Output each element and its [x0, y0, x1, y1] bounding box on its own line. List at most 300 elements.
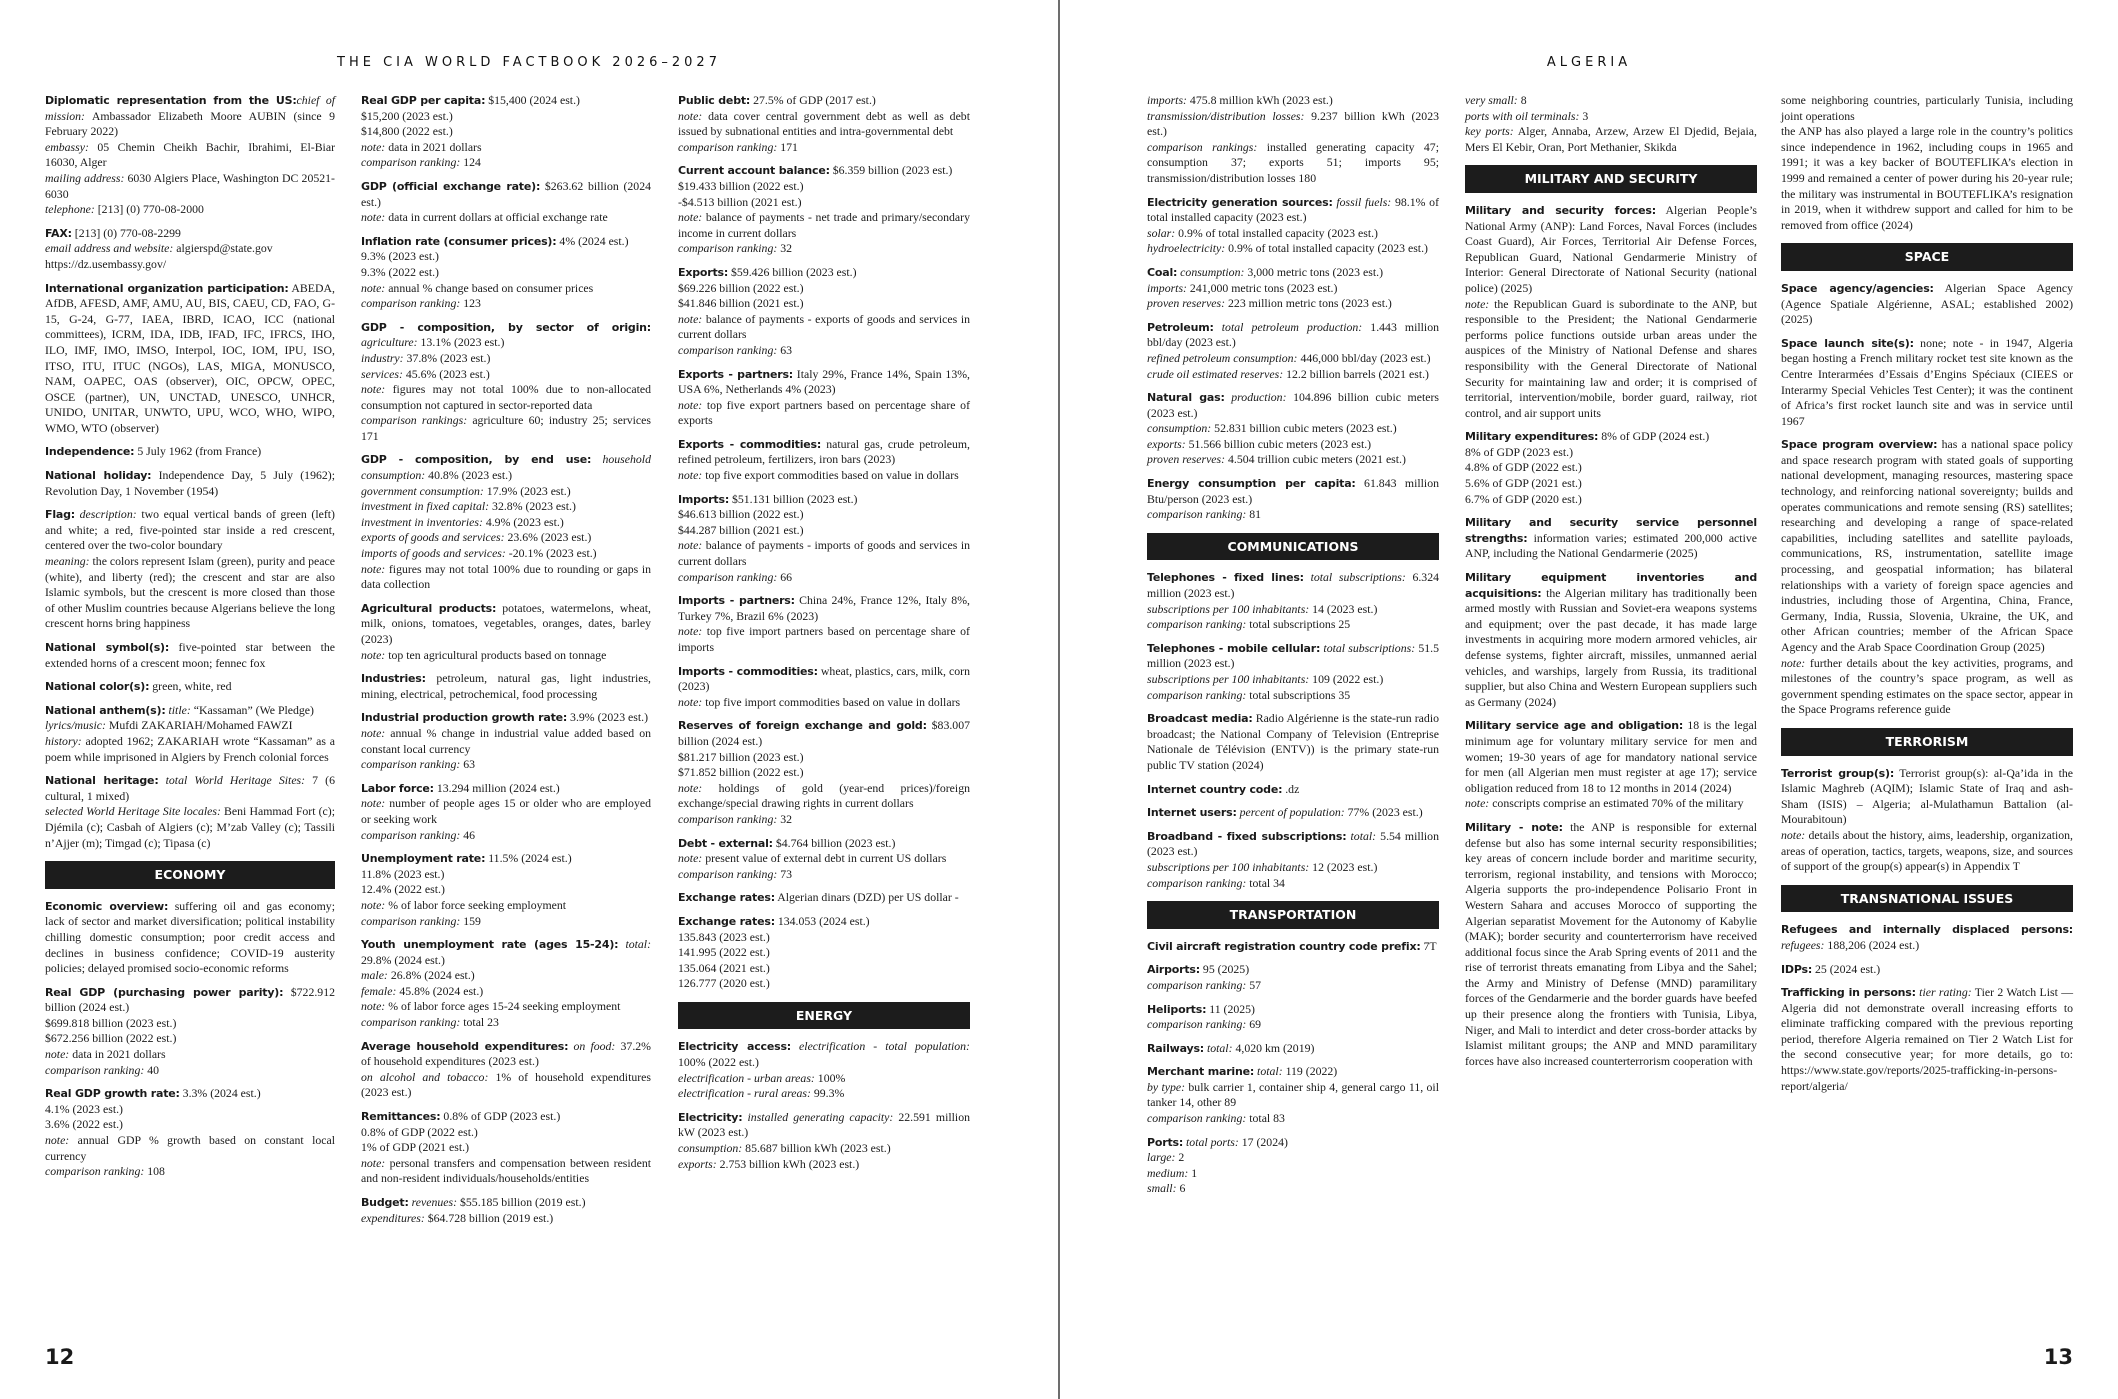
field-entry-telephones-mobile-cellular [1147, 641, 1439, 703]
field-value: $6.359 billion (2023 est.) [829, 163, 953, 178]
field-label: Internet country code: [1147, 782, 1283, 796]
field-line [1147, 351, 1439, 367]
field-value: 4.504 trillion cubic meters (2021 est.) [1225, 452, 1406, 467]
field-line [45, 171, 335, 202]
field-entry-national-color-s [45, 679, 335, 695]
field-entry-electricity [678, 1110, 970, 1172]
field-line [361, 1125, 651, 1141]
field-line [361, 367, 651, 383]
field-entry-current-account-balance [678, 163, 970, 257]
field-line [678, 570, 970, 586]
field-value: 25 (2024 est.) [1812, 961, 1881, 976]
subfield-label: comparison ranking: [678, 139, 778, 154]
field-line [45, 1016, 335, 1032]
field-line [361, 984, 651, 1000]
field-line [1147, 672, 1439, 688]
subfield-label: total: [618, 937, 651, 952]
field-value: 51.5 million (2023 est.) [1147, 640, 1439, 671]
field-label: Military and security service personnel strengths: [1465, 516, 1757, 545]
field-value: 52.831 billion cubic meters (2023 est.) [1211, 421, 1397, 436]
field-value: data in 2021 dollars [69, 1047, 166, 1062]
field-value: $69.226 billion (2022 est.) [678, 280, 804, 295]
subfield-label: comparison ranking: [1147, 977, 1247, 992]
subfield-label: tier rating: [1915, 985, 1972, 1000]
field-line [45, 734, 335, 765]
field-value: 7 (6 cultural, 1 mixed) [45, 773, 335, 803]
subfield-label: note: [678, 397, 703, 412]
field-label: Exports - commodities: [678, 437, 822, 451]
field-value: 13.1% (2023 est.) [417, 335, 505, 350]
field-label: Economic overview: [45, 899, 169, 913]
field-value: 108 [144, 1164, 165, 1179]
field-line [678, 867, 970, 883]
field-value: balance of payments - exports of goods and services in current dollars [678, 311, 970, 342]
field-line [45, 241, 335, 257]
field-label: Petroleum: [1147, 320, 1214, 334]
section-header-transportation: TRANSPORTATION [1147, 901, 1439, 929]
subfield-label: comparison ranking: [1147, 1111, 1247, 1126]
field-value: details about the history, aims, leadership, organization, areas of operation, tactics, targets, weapons, size, and sources of support of the group(s) appear(s) in Appendix T [1781, 827, 2073, 874]
field-value: balance of payments - net trade and primary/secondary income in current dollars [678, 210, 970, 240]
field-label: Real GDP per capita: [361, 94, 486, 107]
field-line [1147, 109, 1439, 140]
subfield-label: note: [361, 725, 386, 740]
field-line [1147, 602, 1439, 618]
field-label: Merchant marine: [1147, 1065, 1255, 1079]
field-label: International organization participation: [45, 281, 289, 295]
field-value: 188,206 (2024 est.) [1824, 937, 1920, 952]
subfield-label: note: [678, 210, 703, 225]
field-label: Refugees and internally displaced persons: [1781, 923, 2073, 937]
field-line [45, 718, 335, 734]
field-line [678, 624, 970, 655]
field-entry-industrial-production-growth-rate [361, 710, 651, 772]
subfield-label: email address and website: [45, 241, 174, 256]
field-label: Electricity generation sources: [1147, 195, 1333, 209]
field-label: Budget: [361, 1196, 409, 1209]
field-entry-trafficking-in-persons [1781, 985, 2073, 1094]
field-label: Trafficking in persons: [1781, 986, 1916, 1000]
field-label: Telephones - mobile cellular: [1147, 641, 1321, 655]
field-entry-broadband-fixed-subscriptions [1147, 829, 1439, 891]
field-value: Tier 2 Watch List — Algeria did not demonstrate overall increasing efforts to eliminate trafficking compared with the previous reporting period, therefore Algeria remained on Tier 2 Watch List for the second consecutive year; for more details, go to: https://www.state.gov/reports/2025-trafficking-in-persons-report/algeria/ [1781, 985, 2073, 1093]
field-entry-real-gdp-purchasing-power-parity [45, 985, 335, 1079]
field-value: 3.6% (2022 est.) [45, 1117, 123, 1132]
field-line [361, 546, 651, 562]
field-line [361, 296, 651, 312]
field-entry-exports-partners [678, 367, 970, 429]
field-value: 0.8% of GDP (2022 est.) [361, 1124, 478, 1139]
field-entry-gdp-official-exchange-rate [361, 179, 651, 226]
field-value: 4% (2024 est.) [556, 233, 629, 248]
section-header-transnational-issues: TRANSNATIONAL ISSUES [1781, 885, 2073, 913]
field-value: 77% (2023 est.) [1344, 805, 1423, 820]
field-value: $722.912 billion (2024 est.) [45, 984, 336, 1015]
field-entry-military-and-security-forces [1465, 203, 1757, 421]
field-line [678, 179, 970, 195]
subfield-label: note: [361, 999, 386, 1014]
field-entry-gdp-composition-by-end-use [361, 452, 651, 592]
field-label: National anthem(s): [45, 703, 166, 717]
field-label: Military expenditures: [1465, 430, 1599, 444]
field-value: the colors represent Islam (green), purity and peace (white), and liberty (red); the crescent and star are also Islamic symbols, but the crescent is more closed than those of other Muslim countries because Algerians believe the long crescent horns bring happiness [45, 554, 335, 631]
field-label: Broadband - fixed subscriptions: [1147, 829, 1347, 843]
field-value: bulk carrier 1, container ship 4, general cargo 11, oil tanker 14, other 89 [1147, 1079, 1439, 1110]
field-line [361, 726, 651, 757]
field-label: Real GDP growth rate: [45, 1087, 180, 1101]
field-value: $44.287 billion (2021 est.) [678, 522, 804, 537]
field-value: adopted 1962; ZAKARIAH wrote “Kassaman” as a poem while imprisoned in Algiers by French colonial forces [45, 733, 335, 764]
field-value: total 23 [460, 1015, 499, 1030]
field-value: further details about the key activities, programs, and milestones of the country’s space program, as well as government spending estimates on the space sector, appear in the Space Programs reference guide [1781, 655, 2073, 717]
field-value: 29.8% (2024 est.) [361, 952, 445, 967]
field-value: none; note - in 1947, Algeria began hosting a French military rocket test site known as the Centre Interarmées d’Essais d’Engins Spéciaux (CIEES or Interarmy Special Vehicles Test Center); it was the continent of Africa’s first rocket launch site and was in service until 1967 [1781, 335, 2073, 428]
field-line [678, 523, 970, 539]
subfield-label: note: [45, 1133, 70, 1148]
field-entry-continued [1465, 93, 1757, 155]
field-line [45, 140, 335, 171]
field-value: $15,200 (2023 est.) [361, 108, 453, 123]
field-entry-civil-aircraft-registration-country-code-prefix [1147, 939, 1439, 955]
field-value: installed generating capacity 47; consumption 37; exports 51; imports 95; transmission/distribution losses 180 [1147, 139, 1439, 185]
field-label: Debt - external: [678, 836, 773, 850]
subfield-label: male: [361, 968, 388, 983]
field-value: 99.3% [810, 1086, 845, 1101]
field-line [678, 312, 970, 343]
field-line [678, 812, 970, 828]
field-entry-coal [1147, 265, 1439, 312]
field-entry-exports-commodities [678, 437, 970, 484]
subfield-label: total petroleum production: [1213, 319, 1363, 334]
field-value: annual GDP % growth based on constant local currency [45, 1133, 335, 1163]
field-value: $14,800 (2022 est.) [361, 124, 453, 139]
field-value: 446,000 bbl/day (2023 est.) [1297, 350, 1431, 365]
field-label: Coal: [1147, 265, 1178, 279]
field-value: total subscriptions 25 [1246, 617, 1351, 632]
subfield-label: total: [1346, 828, 1377, 843]
field-value: 27.5% of GDP (2017 est.) [750, 93, 876, 107]
field-value: 12.4% (2022 est.) [361, 882, 445, 897]
field-value: balance of payments - imports of goods and services in current dollars [678, 538, 970, 569]
subfield-label: note: [678, 851, 703, 866]
field-entry-exchange-rates [678, 890, 970, 906]
field-value: 5 July 1962 (from France) [134, 444, 262, 459]
field-value: number of people ages 15 or older who are employed or seeking work [361, 796, 651, 826]
field-entry-military-service-age-and-obligation [1465, 718, 1757, 812]
field-value: 11.5% (2024 est.) [485, 851, 572, 866]
field-value: 57 [1246, 977, 1262, 992]
field-line [1147, 421, 1439, 437]
subfield-label: comparison ranking: [1147, 687, 1247, 702]
field-value: Independence Day, 5 July (1962); Revolution Day, 1 November (1954) [45, 468, 335, 498]
field-line [45, 554, 335, 632]
field-value: % of labor force ages 15-24 seeking employment [385, 999, 621, 1014]
field-line [1465, 460, 1757, 476]
field-line [1147, 452, 1439, 468]
field-entry-terrorist-group-s [1781, 766, 2073, 875]
field-line [678, 851, 970, 867]
field-entry-ports [1147, 1135, 1439, 1197]
subfield-label: large: [1147, 1150, 1176, 1165]
subfield-label: crude oil estimated reserves: [1147, 366, 1284, 381]
field-value: 17.9% (2023 est.) [483, 483, 571, 498]
field-entry-natural-gas [1147, 390, 1439, 468]
field-label: Independence: [45, 445, 135, 459]
field-value: 98.1% of total installed capacity (2023 est.) [1147, 194, 1439, 225]
field-line [361, 999, 651, 1015]
field-value: some neighboring countries, particularly Tunisia, including joint operations [1781, 93, 2073, 123]
subfield-label: note: [361, 647, 386, 662]
field-value: holdings of gold (year-end prices)/foreign exchange/special drawing rights in current dollars [678, 780, 970, 811]
field-value: 126.777 (2020 est.) [678, 976, 770, 991]
text-column-4 [1147, 93, 1439, 1205]
subfield-label: proven reserves: [1147, 296, 1226, 311]
field-value: 171 [777, 139, 798, 154]
field-value: 85.687 billion kWh (2023 est.) [742, 1141, 891, 1156]
field-label: GDP (official exchange rate): [361, 179, 541, 193]
field-entry-youth-unemployment-rate-ages-15-24 [361, 937, 651, 1031]
field-value: “Kassaman” (We Pledge) [190, 702, 314, 717]
field-line [1465, 476, 1757, 492]
field-line [1147, 226, 1439, 242]
subfield-label: total subscriptions: [1303, 570, 1406, 585]
field-value: China 24%, France 12%, Italy 8%, Turkey 7%, Brazil 6% (2023) [678, 593, 970, 623]
subfield-label: ports with oil terminals: [1465, 108, 1580, 123]
field-value: 32.8% (2023 est.) [489, 499, 576, 514]
field-label: GDP - composition, by sector of origin: [361, 320, 651, 334]
field-line [361, 265, 651, 281]
field-entry-broadcast-media [1147, 711, 1439, 773]
right-page [1060, 0, 2118, 1399]
subfield-label: refugees: [1781, 937, 1825, 952]
field-value: 135.843 (2023 est.) [678, 929, 770, 944]
field-label: Unemployment rate: [361, 852, 486, 866]
field-entry-continued [1147, 93, 1439, 187]
subfield-label: note: [1465, 296, 1490, 311]
subfield-label: total: [1254, 1064, 1283, 1079]
field-value: 141.995 (2022 est.) [678, 945, 770, 960]
subfield-label: production: [1224, 390, 1287, 405]
field-line [678, 195, 970, 211]
field-value: 18 is the legal minimum age for voluntary military service for men and women; 19-30 years of age for mandatory national service for men (all Algerian men must register at age 17); service obligation reduced from 18 to 12 months in 2014 (2024) [1465, 718, 1757, 795]
field-value: 6.7% of GDP (2020 est.) [1465, 491, 1582, 506]
subfield-label: note: [678, 694, 703, 709]
field-value: $19.433 billion (2022 est.) [678, 178, 804, 193]
running-head-right: ALGERIA [1546, 55, 1632, 70]
field-value: Beni Hammad Fort (c); Djémila (c); Casbah of Algiers (c); M’zab Valley (c); Tassili n’Ajjer (m); Timgad (c); Tipasa (c) [45, 804, 335, 850]
field-value: 32 [777, 811, 793, 826]
field-value: top ten agricultural products based on tonnage [385, 647, 607, 662]
field-line [678, 140, 970, 156]
field-label: Imports - commodities: [678, 664, 818, 678]
field-value: 1.443 million bbl/day (2023 est.) [1147, 319, 1439, 350]
field-label: Telephones - fixed lines: [1147, 571, 1304, 585]
field-value: -20.1% (2023 est.) [505, 546, 597, 561]
field-entry-space-launch-site-s [1781, 336, 2073, 430]
field-entry-imports-partners [678, 593, 970, 655]
field-value: 2 [1175, 1150, 1185, 1165]
field-line [361, 124, 651, 140]
field-value: 104.896 billion cubic meters (2023 est.) [1147, 390, 1440, 420]
field-value: 223 million metric tons (2023 est.) [1225, 296, 1392, 311]
subfield-label: comparison ranking: [361, 757, 461, 772]
field-line [361, 249, 651, 265]
field-entry-public-debt [678, 93, 970, 155]
field-value: [213] (0) 770-08-2299 [71, 225, 181, 240]
field-line [678, 945, 970, 961]
field-line [45, 1031, 335, 1047]
field-label: National symbol(s): [45, 641, 170, 654]
left-page [0, 0, 1058, 1399]
subfield-label: total: [1204, 1040, 1233, 1055]
field-line [361, 1070, 651, 1101]
subfield-label: revenues: [408, 1195, 458, 1209]
subfield-label: on food: [568, 1038, 616, 1053]
field-label: Broadcast media: [1147, 712, 1253, 726]
field-entry-space-program-overview [1781, 437, 2073, 718]
subfield-label: subscriptions per 100 inhabitants: [1147, 601, 1310, 616]
subfield-label: by type: [1147, 1079, 1186, 1094]
subfield-label: very small: [1465, 93, 1518, 107]
subfield-label: note: [361, 139, 386, 154]
field-value: 4.9% (2023 est.) [482, 514, 564, 529]
field-value: 14 (2023 est.) [1309, 601, 1378, 616]
field-value: 7T [1420, 938, 1437, 953]
section-header-space: SPACE [1781, 243, 2073, 271]
field-value: agriculture 60; industry 25; services 171 [361, 413, 651, 443]
field-line [678, 281, 970, 297]
field-label: Electricity: [678, 1110, 743, 1124]
field-value: 119 (2022) [1282, 1064, 1338, 1079]
field-line [1781, 656, 2073, 718]
subfield-label: subscriptions per 100 inhabitants: [1147, 859, 1310, 874]
subfield-label: comparison ranking: [678, 866, 778, 881]
field-label: Inflation rate (consumer prices): [361, 234, 557, 248]
field-value: $83.007 billion (2024 est.) [678, 718, 970, 748]
field-value: 37.2% of household expenditures (2023 est.) [361, 1038, 651, 1069]
field-entry-electricity-access [678, 1039, 970, 1101]
subfield-label: consumption: [1147, 421, 1212, 436]
subfield-label: total World Heritage Sites: [158, 773, 306, 788]
subfield-label: key ports: [1465, 124, 1514, 139]
field-value: 9.3% (2022 est.) [361, 264, 439, 279]
field-value: Algerian Space Agency (Agence Spatiale Algérienne, ASAL; established 2002) (2025) [1781, 280, 2074, 327]
subfield-label: comparison ranking: [678, 569, 778, 584]
field-label: Exchange rates: [678, 914, 775, 928]
subfield-label: installed generating capacity: [742, 1109, 894, 1124]
subfield-label: consumption: [678, 1141, 743, 1156]
field-label: FAX: [45, 226, 72, 240]
field-label: Ports: [1147, 1135, 1184, 1149]
field-value: top five import commodities based on value in dollars [702, 694, 961, 709]
page-number-left: 12 [45, 1345, 75, 1369]
field-label: Electricity access: [678, 1040, 791, 1054]
subfield-label: comparison ranking: [1147, 1017, 1247, 1032]
field-value: total 34 [1246, 875, 1285, 890]
field-value: 63 [777, 342, 793, 357]
subfield-label: note: [45, 1047, 70, 1062]
section-header-communications: COMMUNICATIONS [1147, 533, 1439, 561]
field-entry-energy-consumption-per-capita [1147, 476, 1439, 523]
field-value: 100% [814, 1070, 846, 1085]
field-value: present value of external debt in current US dollars [702, 851, 947, 866]
field-entry-independence [45, 444, 335, 460]
subfield-label: title: [165, 702, 191, 717]
field-line [1147, 688, 1439, 704]
field-line [361, 484, 651, 500]
field-value: [213] (0) 770-08-2000 [94, 202, 204, 217]
field-label: Internet users: [1147, 806, 1237, 820]
subfield-label: meaning: [45, 554, 90, 569]
field-value: 69 [1246, 1017, 1262, 1032]
field-line [361, 882, 651, 898]
field-value: 4,020 km (2019) [1232, 1040, 1315, 1055]
field-entry-continued [1781, 93, 2073, 233]
field-entry-debt-external [678, 836, 970, 883]
field-value: $672.256 billion (2022 est.) [45, 1031, 177, 1046]
field-value: 9.3% (2023 est.) [361, 249, 439, 264]
field-value: 241,000 metric tons (2023 est.) [1186, 280, 1338, 295]
field-value: two equal vertical bands of green (left) and white; a red, five-pointed star inside a red crescent, centered over the two-color boundary [45, 507, 335, 553]
field-value: 26.8% (2024 est.) [387, 968, 475, 983]
field-line [1465, 124, 1757, 155]
subfield-label: investment in inventories: [361, 514, 483, 529]
field-line [45, 1102, 335, 1118]
field-label: Military service age and obligation: [1465, 719, 1684, 733]
field-value: 17 (2024) [1238, 1134, 1288, 1149]
field-value: $59.426 billion (2023 est.) [728, 264, 857, 279]
field-line [361, 382, 651, 413]
field-line [361, 155, 651, 171]
field-value: 1% of GDP (2021 est.) [361, 1140, 470, 1155]
field-value: 81 [1246, 507, 1262, 522]
field-entry-economic-overview [45, 899, 335, 977]
field-line [678, 695, 970, 711]
field-value: $4.764 billion (2023 est.) [772, 835, 896, 850]
field-value: 4.1% (2023 est.) [45, 1101, 123, 1116]
field-value: -$4.513 billion (2021 est.) [678, 194, 802, 209]
field-label: IDPs: [1781, 962, 1813, 976]
field-entry-average-household-expenditures [361, 1039, 651, 1101]
field-entry-military-note [1465, 820, 1757, 1070]
page-number-right: 13 [2043, 1345, 2073, 1369]
field-value: information varies; estimated 200,000 active ANP, including the National Gendarmerie (2025) [1465, 530, 1757, 561]
field-line [361, 109, 651, 125]
field-entry-national-symbol-s [45, 640, 335, 671]
field-value: 0.8% of GDP (2023 est.) [440, 1109, 561, 1124]
subfield-label: small: [1147, 1181, 1177, 1196]
subfield-label: note: [361, 1155, 386, 1170]
field-value: 100% (2022 est.) [678, 1055, 759, 1070]
field-value: suffering oil and gas economy; lack of sector and market diversification; political instability chilling domestic consumption; poor credit access and declines in business confidence; COVID-19 austerity policies; delayed promised socio-economic reforms [45, 898, 335, 976]
field-value: 45.6% (2023 est.) [402, 366, 490, 381]
field-value: Terrorist group(s): al-Qa’ida in the Islamic Maghreb (AQIM); Islamic State of Iraq and ash-Sham (ISIS) – Algeria; al-Mulathamun Battalion (al-Mourabitoun) [1781, 765, 2073, 827]
field-entry-unemployment-rate [361, 851, 651, 929]
subfield-label: lyrics/music: [45, 718, 106, 733]
field-entry-railways [1147, 1041, 1439, 1057]
field-entry-diplomatic-representation-from-the-us [45, 93, 335, 218]
subfield-label: comparison ranking: [361, 155, 461, 170]
field-label: Military and security forces: [1465, 203, 1656, 217]
field-entry-imports-commodities [678, 664, 970, 711]
field-label: Natural gas: [1147, 391, 1225, 405]
field-value: Algerian People’s National Army (ANP): Land Forces, Naval Forces (includes Coast Guard), Air Forces, Territorial Air Defense Forces, Republican Guard, National Gendarmerie Ministry of Interior: General Directorate of National Security (national police) (2025) [1465, 202, 1758, 295]
subfield-label: electrification - rural areas: [678, 1086, 811, 1101]
field-value: 51.566 billion cubic meters (2023 est.) [1185, 436, 1372, 451]
field-label: Labor force: [361, 781, 434, 795]
field-entry-real-gdp-per-capita [361, 93, 651, 171]
field-label: Heliports: [1147, 1002, 1207, 1016]
